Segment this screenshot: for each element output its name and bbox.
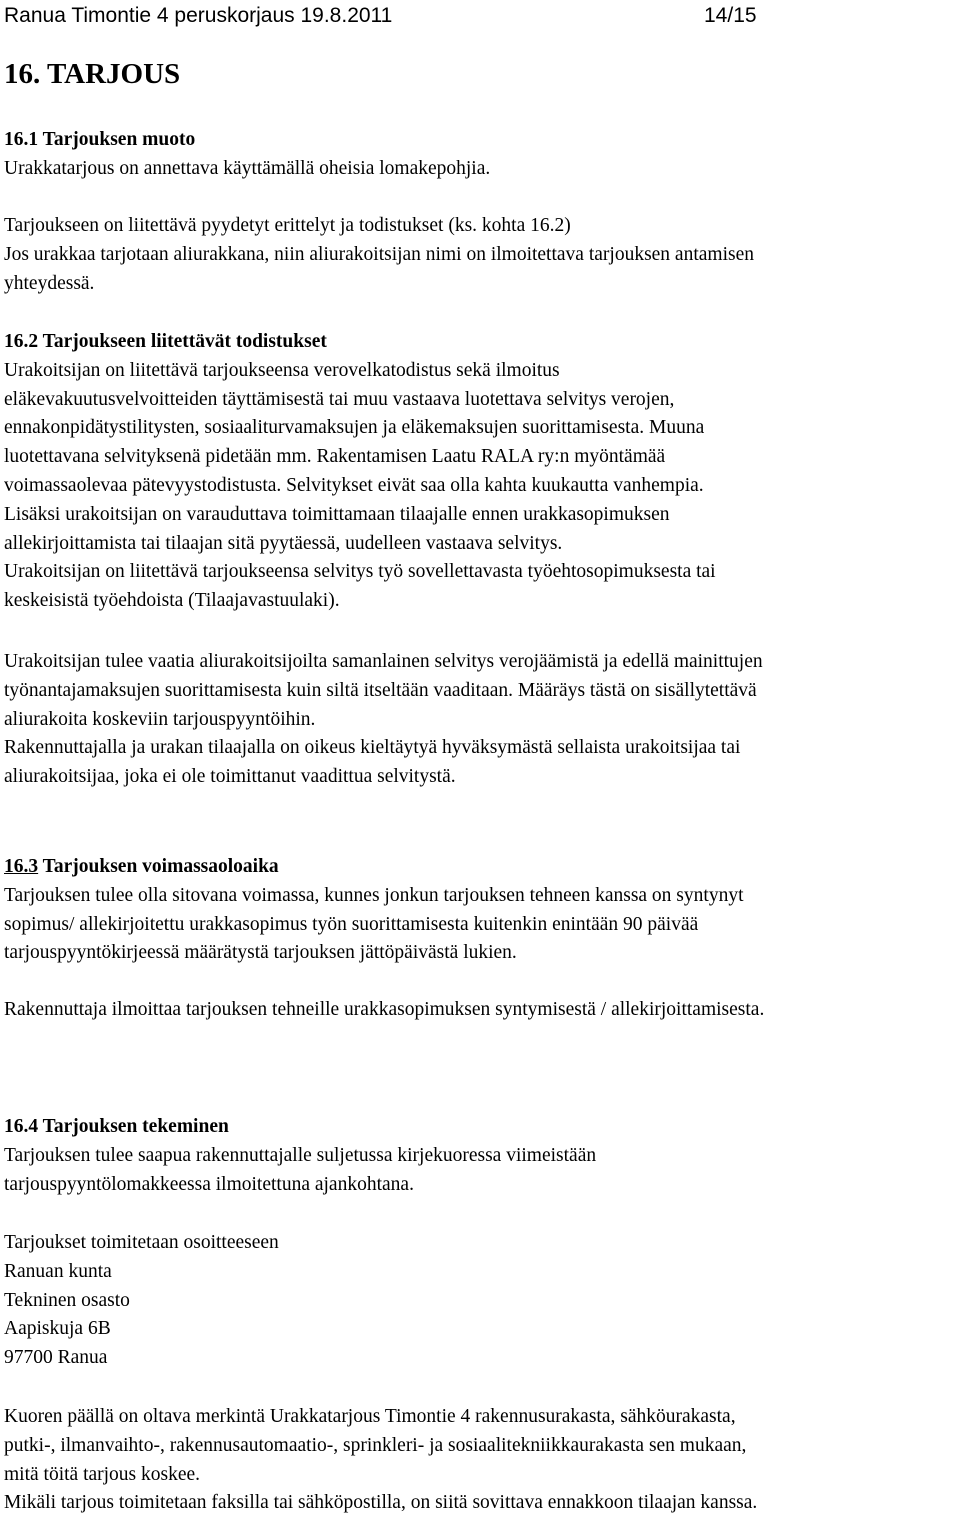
text-line: Rakennuttajalla ja urakan tilaajalla on oikeus kieltäytyä hyväksymästä sellaista urakoitsijaa tai [4,737,741,759]
section-16-2 [4,328,956,616]
text-line: tarjouspyyntökirjeessä määrätystä tarjouksen jättöpäivästä lukien. [4,942,517,964]
text-line: Lisäksi urakoitsijan on varauduttava toimittamaan tilaajalle ennen urakkasopimuksen [4,503,670,525]
text-line: sopimus/ allekirjoitettu urakkasopimus työn suorittamisesta kuitenkin enintään 90 päivää [4,913,699,935]
text-line: Urakoitsijan on liitettävä tarjoukseensa selvitys työ sovellettavasta työehtosopimuksesta tai [4,561,716,583]
text-line: Mikäli tarjous toimitetaan faksilla tai sähköpostilla, on siitä sovittava ennakkoon tilaajan kanssa. [4,1492,758,1514]
section-heading-number: 16.3 [4,856,39,877]
text-line: Urakkatarjous on annettava käyttämällä oheisia lomakepohjia. [4,157,491,179]
header-title: Ranua Timontie 4 peruskorjaus 19.8.2011 [4,4,393,27]
text-line: allekirjoittamista tai tilaajan sitä pyytäessä, uudelleen vastaava selvitys. [4,532,563,554]
page-number: 14/15 [704,4,757,27]
section-heading: 16.4 Tarjouksen tekeminen [4,1116,229,1137]
section-16-2-continued [4,648,956,792]
text-line: tarjouspyyntölomakkeessa ilmoitettuna ajankohtana. [4,1173,414,1195]
text-line: Tarjouksen tulee olla sitovana voimassa, kunnes jonkun tarjouksen tehneen kanssa on syntynyt [4,884,744,906]
text-line: eläkevakuutusvelvoitteiden täyttämisestä tai muu vastaava luotettava selvitys verojen, [4,388,675,410]
section-16-3 [4,853,956,968]
main-title: 16. TARJOUS [4,58,181,90]
text-line: ennakonpidätystilitysten, sosiaaliturvamaksujen ja eläkemaksujen suorittamisesta. Muuna [4,417,705,439]
page-header [4,2,956,30]
text-line [4,184,956,213]
section-16-3-notice [4,996,956,1025]
text-line: aliurakoitsijaa, joka ei ole toimittanut vaadittua selvitystä. [4,766,456,788]
section-heading [4,853,956,882]
address-line: Aapiskuja 6B [4,1318,111,1340]
text-line: Urakoitsijan tulee vaatia aliurakoitsijoilta samanlainen selvitys verojäämistä ja edellä mainittujen [4,651,763,672]
text-line: luotettavana selvityksenä pidetään mm. Rakentamisen Laatu RALA ry:n myöntämää [4,446,666,468]
section-heading-text: Tarjouksen voimassaoloaika [38,856,279,877]
text-line: putki-, ilmanvaihto-, rakennusautomaatio-, sprinkleri- ja sosiaalitekniikkaurakasta sen mukaan, [4,1434,747,1456]
envelope-instructions [4,1403,956,1518]
text-line: Urakoitsijan on liitettävä tarjoukseensa verovelkatodistus sekä ilmoitus [4,359,560,381]
text-line: työnantajamaksujen suorittamisesta kuin siltä itseltään vaaditaan. Määräys tästä on sisällytettävä [4,679,757,701]
text-line: yhteydessä. [4,272,95,294]
address-line: 97700 Ranua [4,1347,108,1369]
text-line: Tarjouksen tulee saapua rakennuttajalle suljetussa kirjekuoressa viimeistään [4,1144,597,1166]
section-16-1 [4,126,956,299]
text-line: Tarjoukseen on liitettävä pyydetyt erittelyt ja todistukset (ks. kohta 16.2) [4,215,571,237]
address-line: Ranuan kunta [4,1260,112,1282]
section-heading: 16.2 Tarjoukseen liitettävät todistukset [4,331,327,352]
address-line: Tekninen osasto [4,1289,130,1311]
delivery-address [4,1229,956,1373]
address-line: Tarjoukset toimitetaan osoitteeseen [4,1232,279,1253]
section-16-4 [4,1113,956,1199]
text-line: keskeisistä työehdoista (Tilaajavastuulaki). [4,590,340,612]
text-line: mitä töitä tarjous koskee. [4,1463,201,1485]
text-line: Kuoren päällä on oltava merkintä Urakkatarjous Timontie 4 rakennusurakasta, sähköurakasta, [4,1406,736,1427]
text-line: aliurakoita koskeviin tarjouspyyntöihin. [4,708,316,730]
text-line: Rakennuttaja ilmoittaa tarjouksen tehneille urakkasopimuksen syntymisestä / allekirjoittamisesta. [4,999,765,1020]
text-line: Jos urakkaa tarjotaan aliurakkana, niin aliurakoitsijan nimi on ilmoitettava tarjouksen antamisen [4,244,754,266]
text-line: voimassaolevaa pätevyystodistusta. Selvitykset eivät saa olla kahta kuukautta vanhempia. [4,474,704,496]
section-heading: 16.1 Tarjouksen muoto [4,129,196,150]
